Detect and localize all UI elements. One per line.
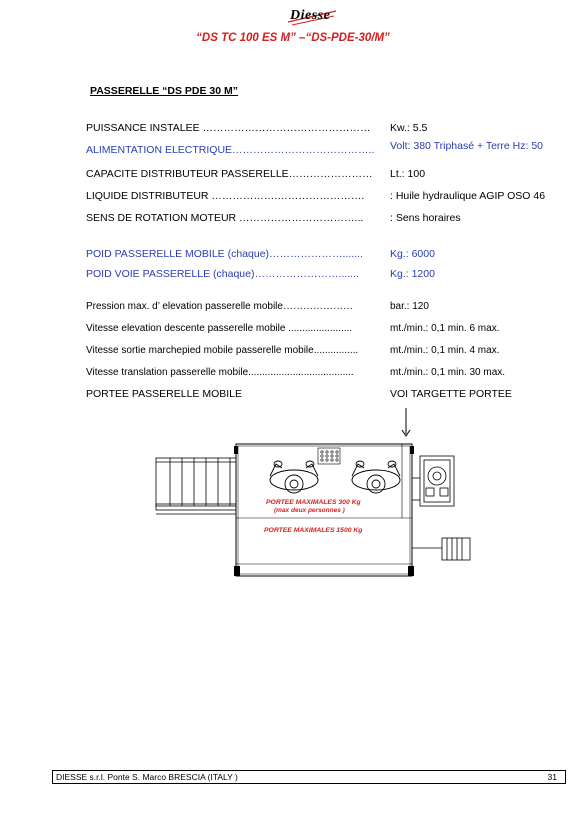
spec-value: Kg.: 6000 xyxy=(390,248,435,260)
spec-value: : Sens horaires xyxy=(390,212,461,224)
spec-value: Lt.: 100 xyxy=(390,168,426,180)
spec-label: Vitesse sortie marchepied mobile passerelle mobile................ xyxy=(86,345,359,356)
spec-label: CAPACITE DISTRIBUTEUR PASSERELLE…………………… xyxy=(86,168,373,180)
operator-figure-left xyxy=(270,461,318,493)
logo-text: Diesse xyxy=(290,8,331,23)
operator-figure-right xyxy=(352,461,400,493)
spec-label: PUISSANCE INSTALEE ………………………………………… xyxy=(86,122,371,134)
spec-label: POID PASSERELLE MOBILE (chaque)…………………....... xyxy=(86,248,363,260)
spec-label: Vitesse elevation descente passerelle mobile ....................... xyxy=(86,323,353,334)
spec-value: mt./min.: 0,1 min. 30 max. xyxy=(390,367,506,378)
platform-drawing xyxy=(152,418,474,590)
control-panel xyxy=(318,448,340,464)
spec-value: bar.: 120 xyxy=(390,301,429,312)
capacity-1500-label: PORTEE MAXIMALES 1500 Kg xyxy=(264,527,363,534)
capacity-persons-label: (max deux personnes ) xyxy=(274,507,345,514)
spec-label: POID VOIE PASSERELLE (chaque)……………………....... xyxy=(86,268,359,280)
spec-value: mt./min.: 0,1 min. 4 max. xyxy=(390,345,500,356)
page-number: 31 xyxy=(547,772,557,782)
right-machine-unit xyxy=(412,456,454,506)
spec-label: Vitesse translation passerelle mobile...................................... xyxy=(86,367,354,378)
spec-label: ALIMENTATION ELECTRIQUE………………………………….. xyxy=(86,144,375,156)
spec-label: SENS DE ROTATION MOTEUR ……………………………... xyxy=(86,212,364,224)
spec-value: Kg.: 1200 xyxy=(390,268,435,280)
capacity-300-label: PORTEE MAXIMALES 300 Kg xyxy=(266,499,361,506)
section-title: PASSERELLE “DS PDE 30 M” xyxy=(90,85,239,97)
spec-label: LIQUIDE DISTRIBUTEUR ……………….……………………. xyxy=(86,190,365,202)
spec-value: Kw.: 5.5 xyxy=(390,122,428,134)
spec-value: mt./min.: 0,1 min. 6 max. xyxy=(390,323,500,334)
spec-value: Volt: 380 Triphasé + Terre Hz: 50 xyxy=(390,140,544,152)
page-footer xyxy=(52,770,566,784)
spec-value: VOI TARGETTE PORTEE xyxy=(390,388,512,400)
left-stair xyxy=(156,458,236,514)
document-title: “DS TC 100 ES M” –“DS-PDE-30/M” xyxy=(196,32,390,44)
right-stair xyxy=(412,538,470,560)
company-logo xyxy=(286,6,340,28)
spec-label: Pression max. d’ elevation passerelle mobile………………… xyxy=(86,301,353,312)
footer-company: DIESSE s.r.l. Ponte S. Marco BRESCIA (ITALY ) xyxy=(56,772,238,782)
spec-label: PORTEE PASSERELLE MOBILE xyxy=(86,388,243,400)
spec-value: : Huile hydraulique AGIP OSO 46 xyxy=(390,190,546,202)
